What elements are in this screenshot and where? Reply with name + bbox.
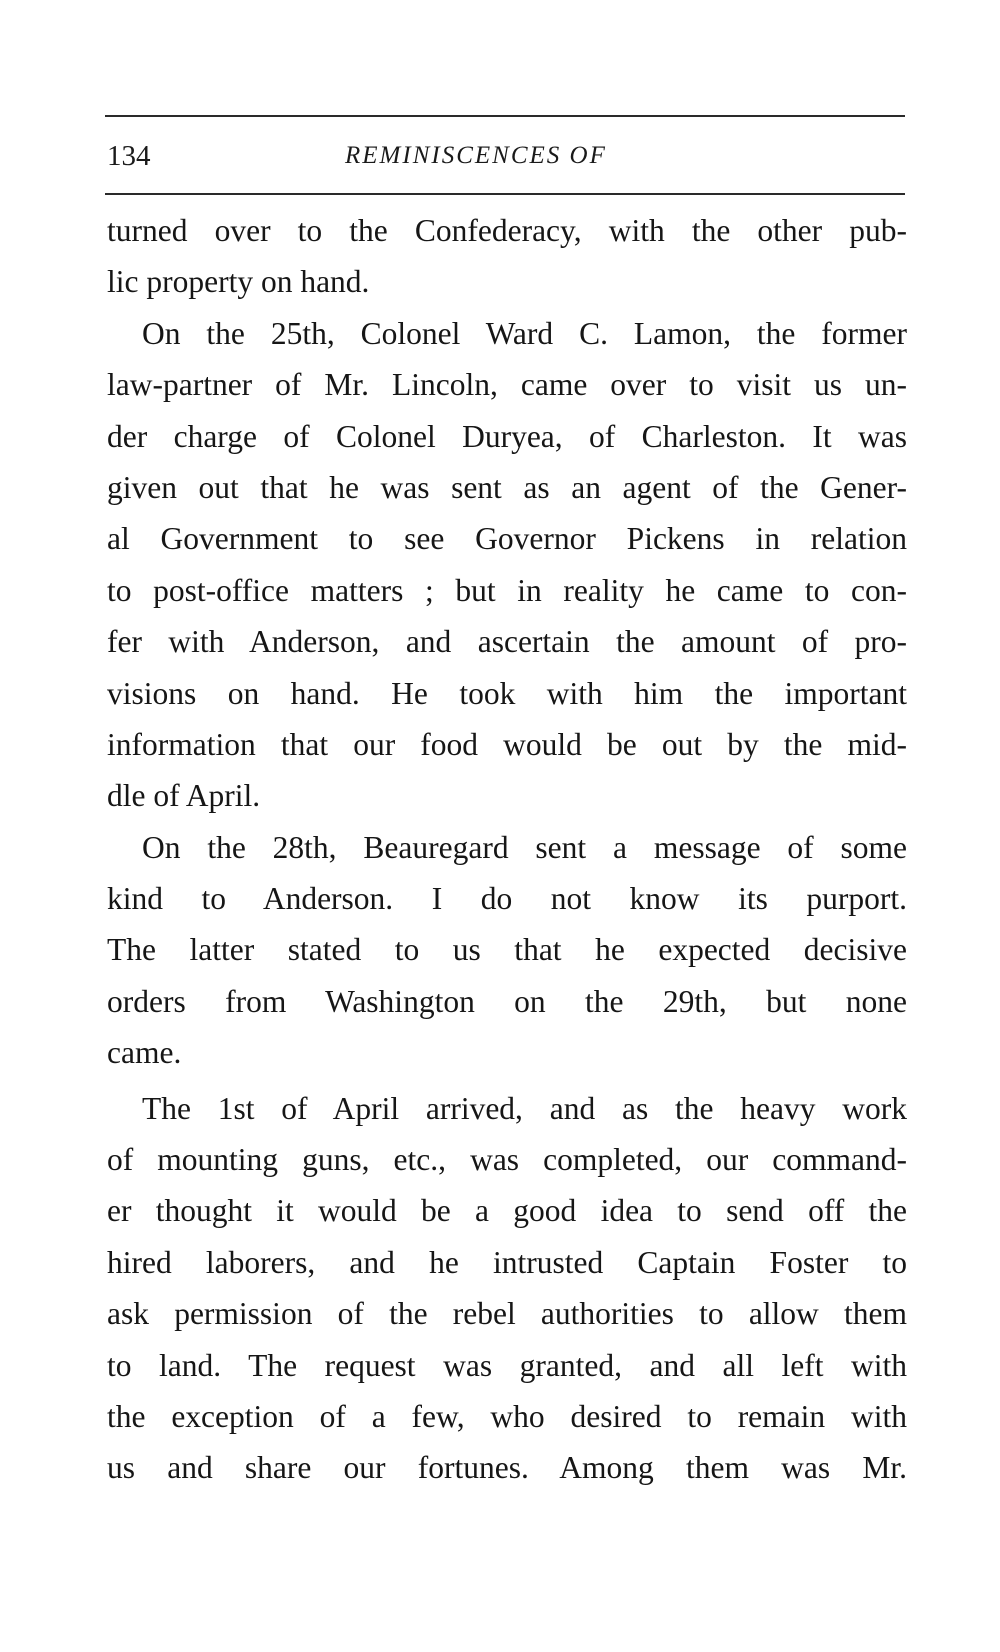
text-line: ask permission of the rebel authorities to allow them (107, 1296, 907, 1332)
text-line: kind to Anderson. I do not know its purport. (107, 881, 907, 917)
text-line: information that our food would be out by the mid- (107, 726, 907, 762)
header-top-rule (105, 115, 905, 117)
text-line: al Government to see Governor Pickens in relation (107, 521, 907, 557)
text-line: fer with Anderson, and ascertain the amount of pro- (107, 624, 907, 660)
text-line: us and share our fortunes. Among them was Mr. (107, 1450, 907, 1486)
text-line: hired laborers, and he intrusted Captain Foster to (107, 1244, 907, 1280)
text-line: The 1st of April arrived, and as the heavy work (142, 1090, 907, 1126)
text-line: came. (107, 1035, 182, 1071)
header-bottom-rule (105, 193, 905, 195)
text-line: On the 28th, Beauregard sent a message of some (142, 829, 907, 865)
text-line: der charge of Colonel Duryea, of Charleston. It was (107, 418, 907, 454)
running-head: REMINISCENCES OF (345, 142, 607, 169)
text-line: dle of April. (107, 778, 261, 814)
text-line: visions on hand. He took with him the important (107, 675, 907, 711)
text-line: to post-office matters ; but in reality he came to con- (107, 572, 907, 608)
text-line: given out that he was sent as an agent of the Gener- (107, 469, 907, 505)
text-line: On the 25th, Colonel Ward C. Lamon, the former (142, 315, 907, 351)
text-line: er thought it would be a good idea to send off the (107, 1193, 907, 1229)
text-line: lic property on hand. (107, 264, 370, 300)
text-line: to land. The request was granted, and all left with (107, 1347, 907, 1383)
text-line: the exception of a few, who desired to remain with (107, 1398, 907, 1434)
text-line: The latter stated to us that he expected decisive (107, 932, 907, 968)
body-text (107, 205, 907, 1494)
text-line: law-partner of Mr. Lincoln, came over to visit us un- (107, 367, 907, 403)
page-number: 134 (107, 140, 151, 172)
text-line: turned over to the Confederacy, with the other pub- (107, 213, 907, 248)
text-line: orders from Washington on the 29th, but none (107, 983, 907, 1019)
text-line: of mounting guns, etc., was completed, our command- (107, 1142, 907, 1178)
